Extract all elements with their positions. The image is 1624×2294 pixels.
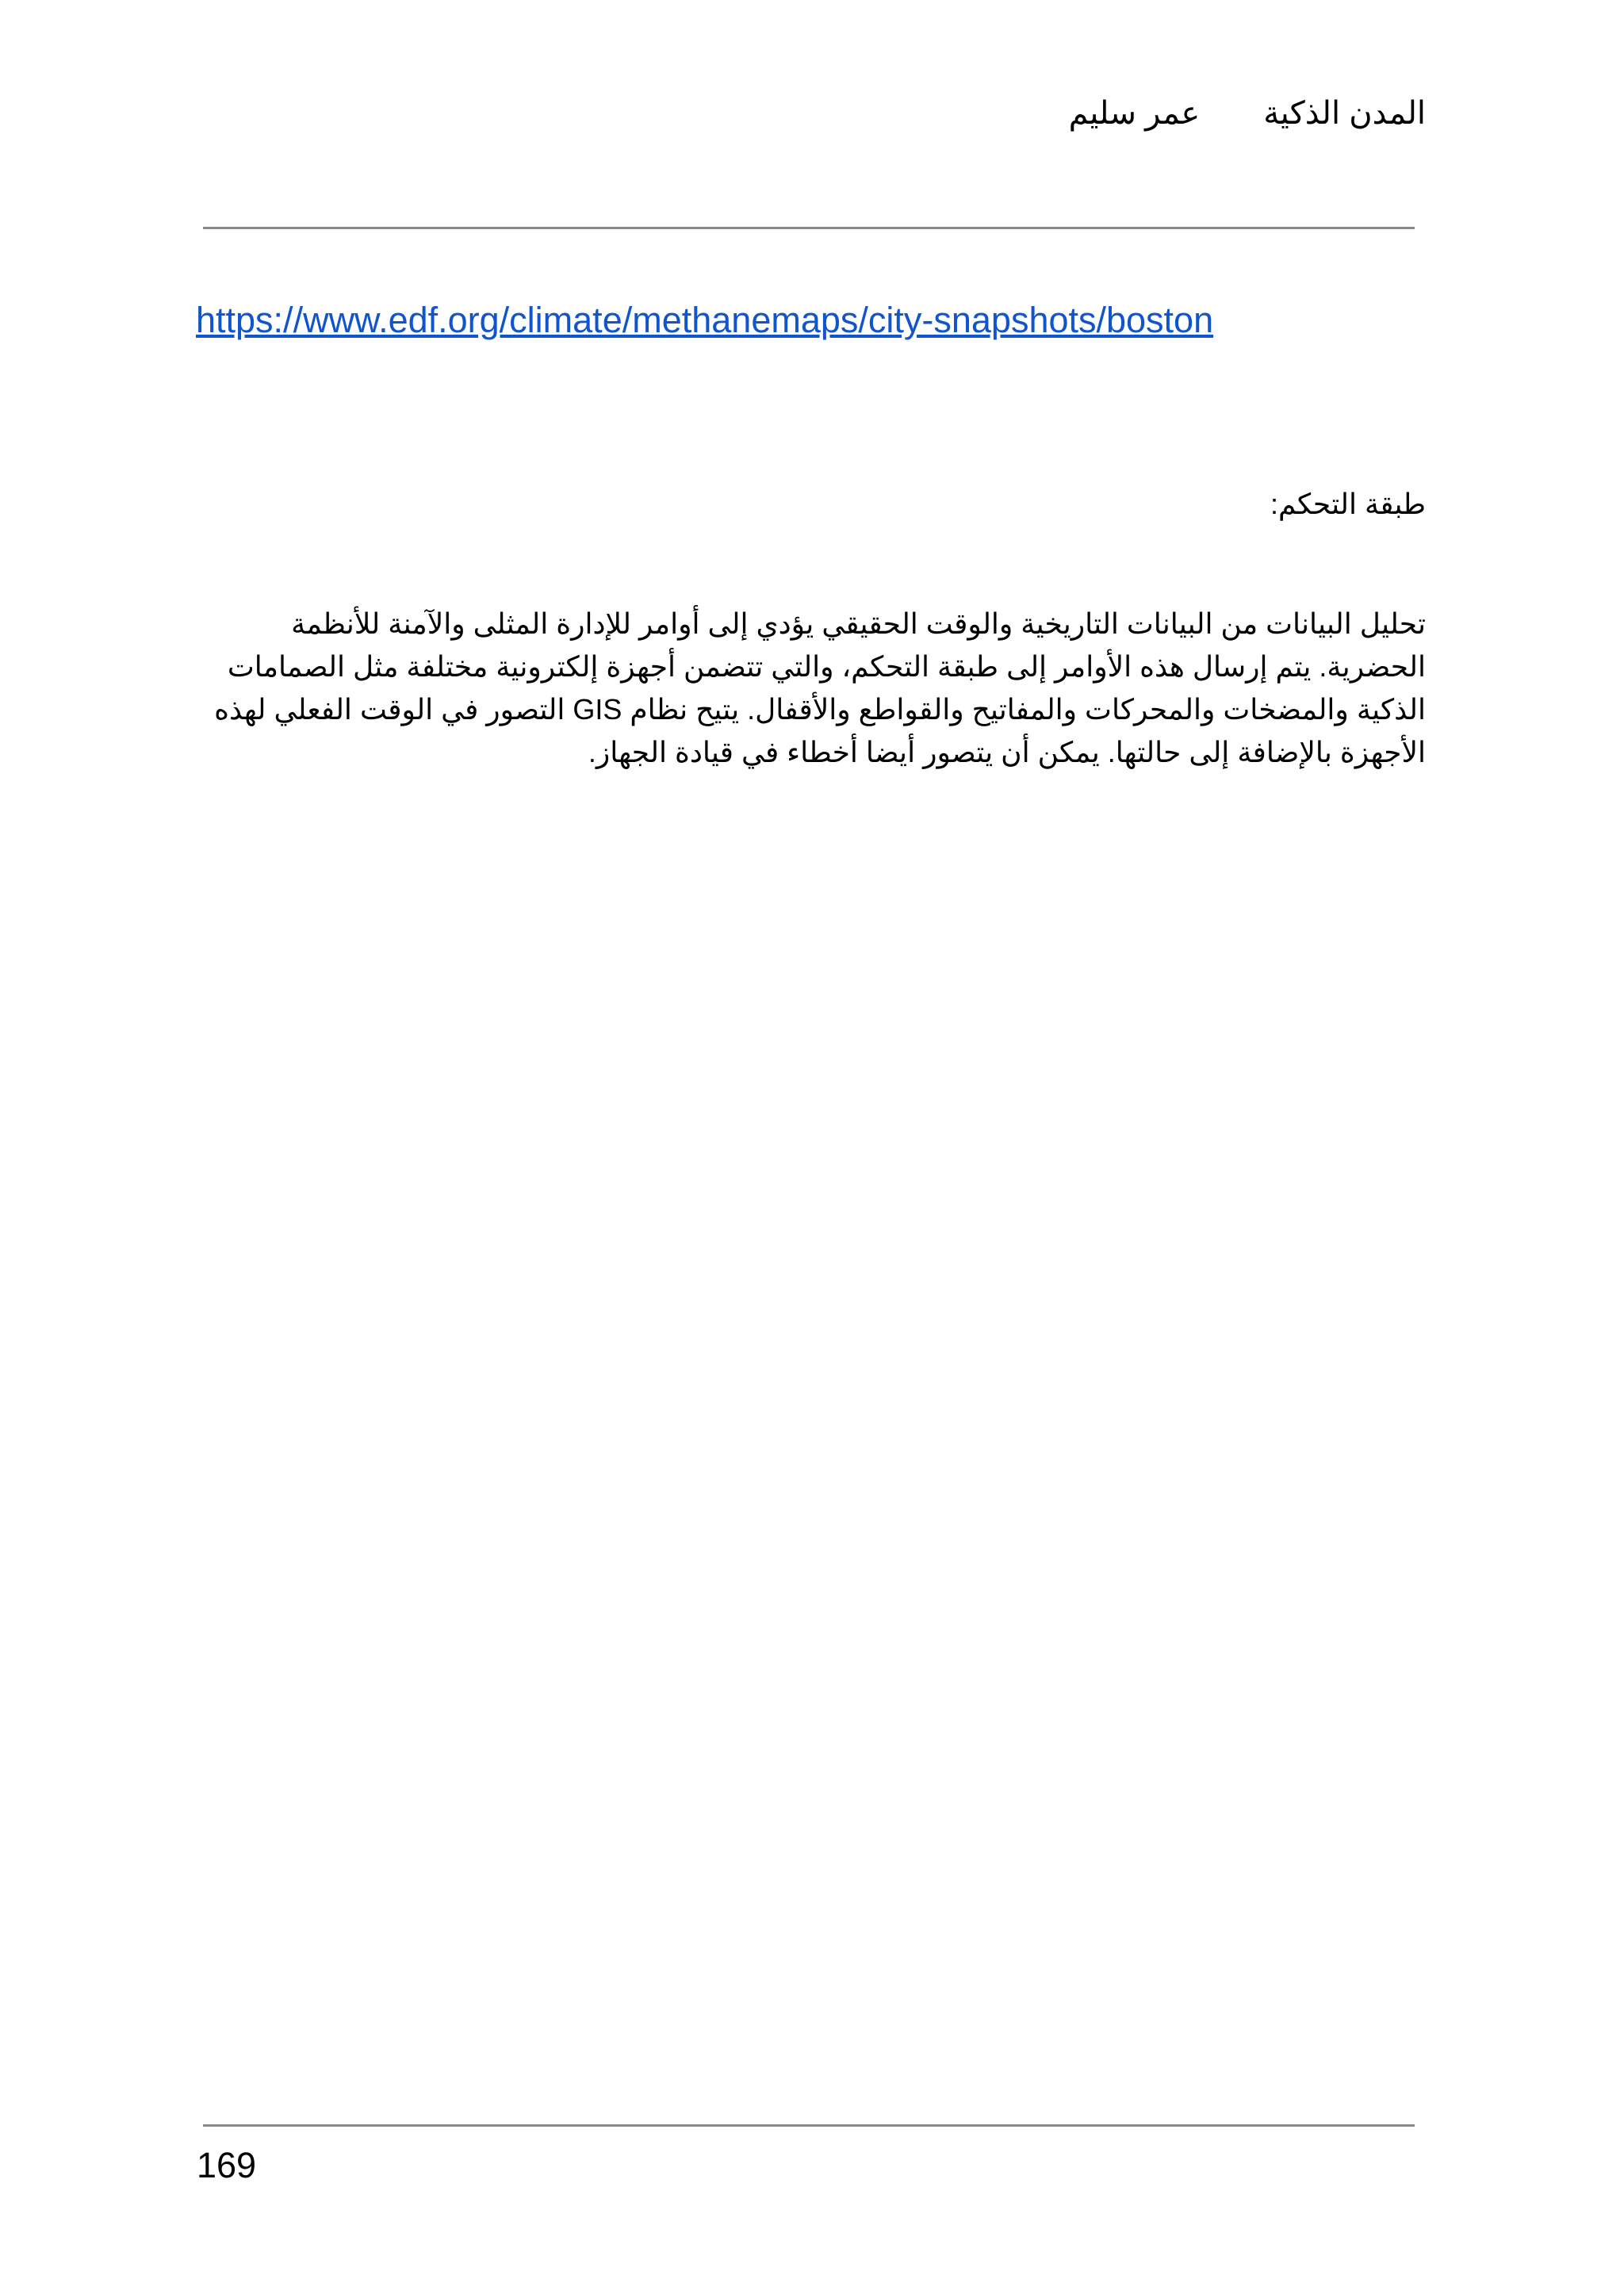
source-link[interactable]: https://www.edf.org/climate/methanemaps/city-snapshots/boston [196, 300, 1214, 340]
footer-divider [203, 2124, 1415, 2127]
author-name: عمر سليم [1068, 96, 1201, 131]
section-heading: طبقة التحكم: [1270, 488, 1426, 520]
running-header [1069, 95, 1426, 132]
header-divider [203, 227, 1415, 229]
body-paragraph: تحليل البيانات من البيانات التاريخية والوقت الحقيقي يؤدي إلى أوامر للإدارة المثلى والآمنة للأنظمة الحضرية. يتم إرسال هذه الأوامر إلى طبقة التحكم، والتي تتضمن أجهزة إلكترونية مختلفة مثل الصمامات الذكية والمضخات والمحركات والمفاتيح والقواطع والأقفال. يتيح نظام GIS التصور في الوقت الفعلي لهذه الأجهزة بالإضافة إلى حالتها. يمكن أن يتصور أيضا أخطاء في قيادة الجهاز. [214, 607, 1426, 768]
page-number: 169 [197, 2145, 257, 2185]
book-title: المدن الذكية [1263, 96, 1426, 131]
